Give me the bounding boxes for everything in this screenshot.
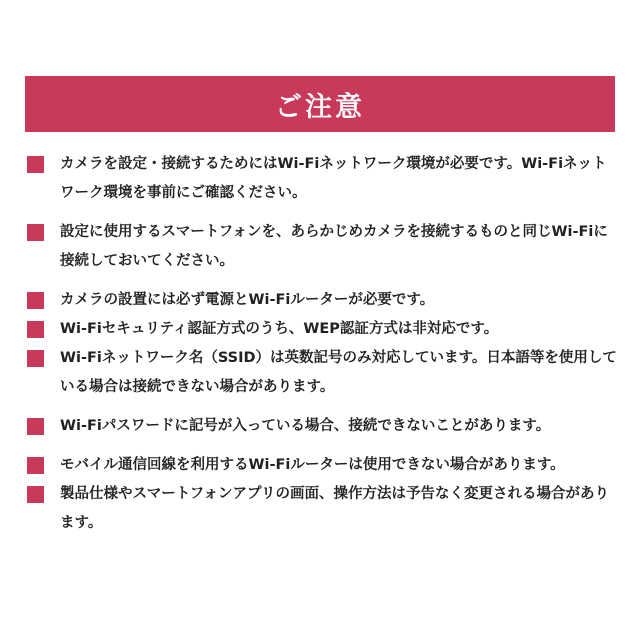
note-item bbox=[27, 480, 617, 538]
square-bullet-icon bbox=[27, 224, 44, 241]
note-item bbox=[27, 150, 617, 208]
note-item bbox=[27, 286, 617, 315]
note-text: カメラの設置には必ず電源とWi-Fiルーターが必要です。 bbox=[60, 292, 435, 308]
note-text: Wi-Fiパスワードに記号が入っている場合、接続できないことがあります。 bbox=[60, 418, 551, 434]
page-title: ご注意 bbox=[275, 91, 365, 123]
note-item bbox=[27, 412, 617, 441]
square-bullet-icon bbox=[27, 457, 44, 474]
square-bullet-icon bbox=[27, 292, 44, 309]
square-bullet-icon bbox=[27, 321, 44, 338]
note-item bbox=[27, 344, 617, 402]
note-item bbox=[27, 315, 617, 344]
square-bullet-icon bbox=[27, 418, 44, 435]
note-item bbox=[27, 218, 617, 276]
square-bullet-icon bbox=[27, 350, 44, 367]
note-text: モバイル通信回線を利用するWi-Fiルーターは使用できない場合があります。 bbox=[60, 457, 565, 473]
square-bullet-icon bbox=[27, 486, 44, 503]
note-item bbox=[27, 451, 617, 480]
square-bullet-icon bbox=[27, 156, 44, 173]
note-text: 設定に使用するスマートフォンを、あらかじめカメラを接続するものと同じWi-Fiに接続しておいてください。 bbox=[60, 224, 608, 269]
notes-list bbox=[27, 150, 617, 538]
note-text: 製品仕様やスマートフォンアプリの画面、操作方法は予告なく変更される場合があります。 bbox=[60, 486, 609, 531]
header-banner bbox=[25, 76, 615, 132]
note-text: カメラを設定・接続するためにはWi-Fiネットワーク環境が必要です。Wi-Fiネットワーク環境を事前にご確認ください。 bbox=[60, 156, 607, 201]
note-text: Wi-Fiセキュリティ認証方式のうち、WEP認証方式は非対応です。 bbox=[60, 321, 499, 337]
note-text: Wi-Fiネットワーク名（SSID）は英数記号のみ対応しています。日本語等を使用している場合は接続できない場合があります。 bbox=[60, 350, 617, 395]
